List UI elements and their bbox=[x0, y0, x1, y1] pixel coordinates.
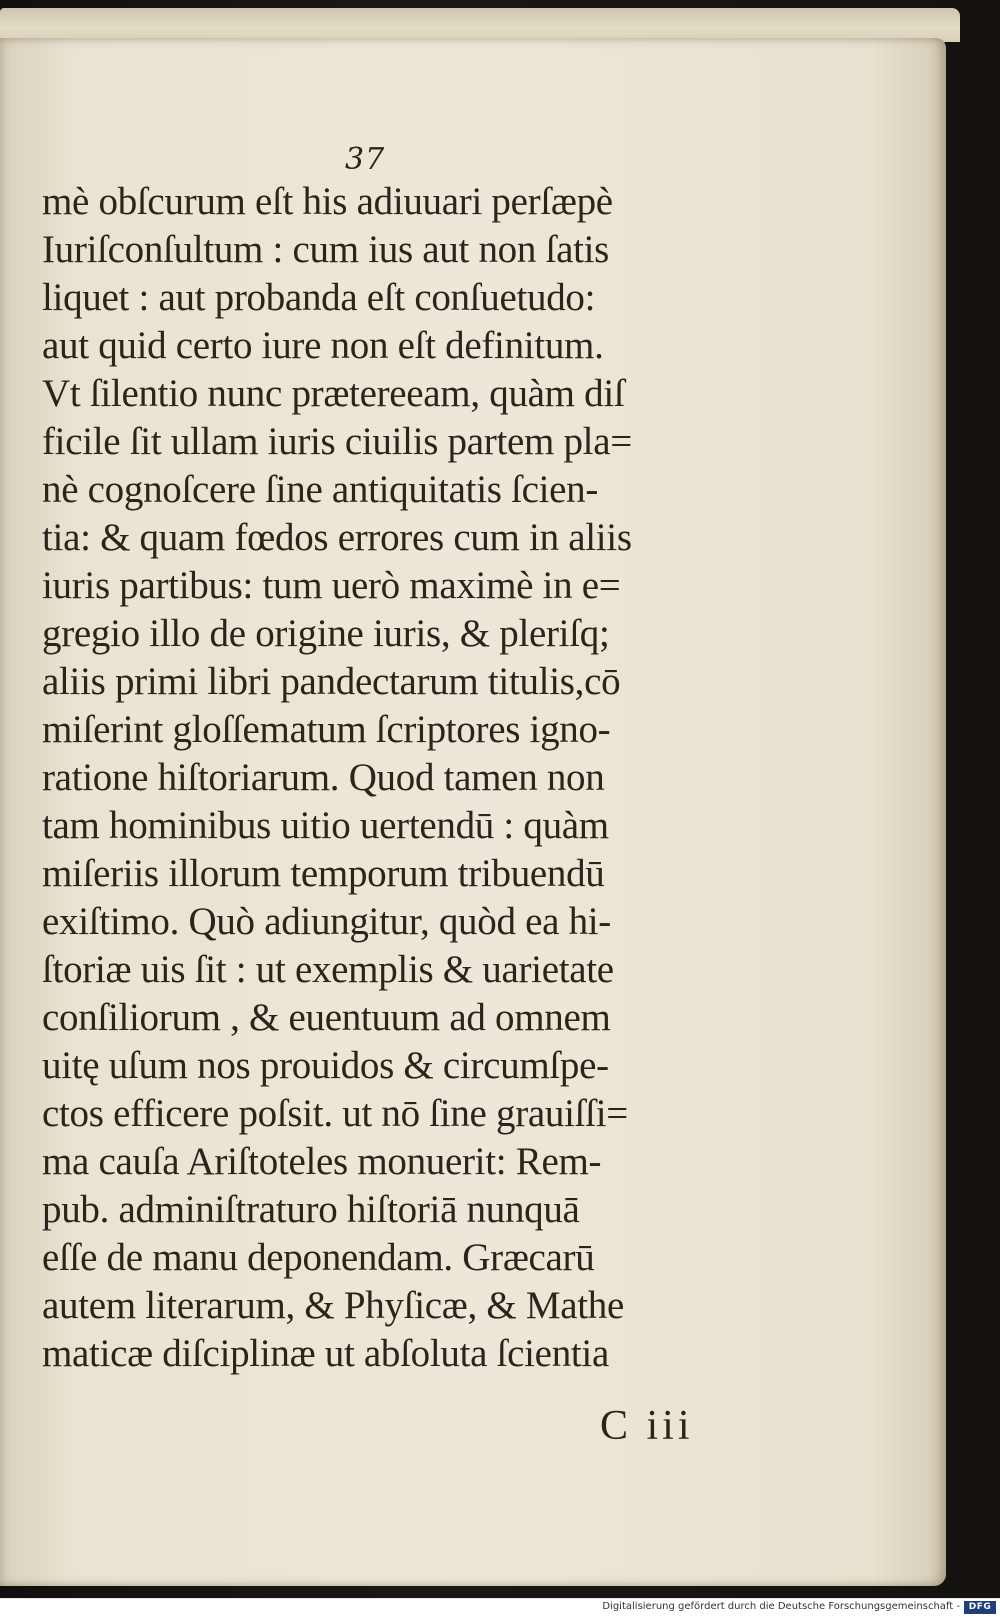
text-line: iuris partibus: tum uerò maximè in e= bbox=[42, 564, 621, 607]
text-line: uitę uſum nos prouidos & circumſpe- bbox=[42, 1044, 609, 1087]
text-line: autem literarum, & Phyſicæ, & Mathe bbox=[42, 1284, 624, 1327]
text-line: tia: & quam fœdos errores cum in aliis bbox=[42, 516, 632, 559]
text-line: ficile ſit ullam iuris ciuilis partem pla= bbox=[42, 420, 632, 463]
text-line: gregio illo de origine iuris, & pleriſq; bbox=[42, 612, 610, 655]
dfg-logo-icon: DFG bbox=[964, 1601, 996, 1614]
text-line: Iuriſconſultum : cum ius aut non ſatis bbox=[42, 228, 610, 271]
page-edge-top bbox=[0, 8, 960, 42]
text-line: pub. adminiſtraturo hiſtoriā nunquā bbox=[42, 1188, 580, 1231]
text-block bbox=[42, 178, 762, 1378]
text-line: tam hominibus uitio uertendū : quàm bbox=[42, 804, 609, 847]
text-line: ctos efficere poſsit. ut nō ſine grauiſſi= bbox=[42, 1092, 628, 1135]
text-line: ratione hiſtoriarum. Quod tamen non bbox=[42, 756, 605, 799]
page-number: 37 bbox=[345, 142, 386, 177]
text-line: eſſe de manu deponendam. Græcarū bbox=[42, 1236, 595, 1279]
text-line: ſtoriæ uis ſit : ut exemplis & uarietate bbox=[42, 948, 614, 991]
text-line: nè cognoſcere ſine antiquitatis ſcien- bbox=[42, 468, 599, 511]
signature-mark: C iii bbox=[600, 1403, 694, 1449]
book-page bbox=[0, 38, 946, 1586]
text-line: miſerint gloſſematum ſcriptores igno- bbox=[42, 708, 611, 751]
text-line: exiſtimo. Quò adiungitur, quòd ea hi- bbox=[42, 900, 611, 943]
text-line: liquet : aut probanda eſt conſuetudo: bbox=[42, 276, 596, 319]
footer-bar bbox=[0, 1598, 1000, 1617]
footer-credit: Digitalisierung gefördert durch die Deutsche Forschungsgemeinschaft - bbox=[602, 1601, 960, 1612]
text-line: ma cauſa Ariſtoteles monuerit: Rem- bbox=[42, 1140, 602, 1183]
text-line: miſeriis illorum temporum tribuendū bbox=[42, 852, 605, 895]
text-line: aut quid certo iure non eſt definitum. bbox=[42, 324, 604, 367]
text-line: mè obſcurum eſt his adiuuari perſæpè bbox=[42, 180, 613, 223]
text-line: Vt ſilentio nunc prætereeam, quàm diſ bbox=[42, 372, 625, 415]
text-line: conſiliorum , & euentuum ad omnem bbox=[42, 996, 611, 1039]
text-line: aliis primi libri pandectarum titulis,cō bbox=[42, 660, 621, 703]
text-line: maticæ diſciplinæ ut abſoluta ſcientia bbox=[42, 1332, 609, 1375]
